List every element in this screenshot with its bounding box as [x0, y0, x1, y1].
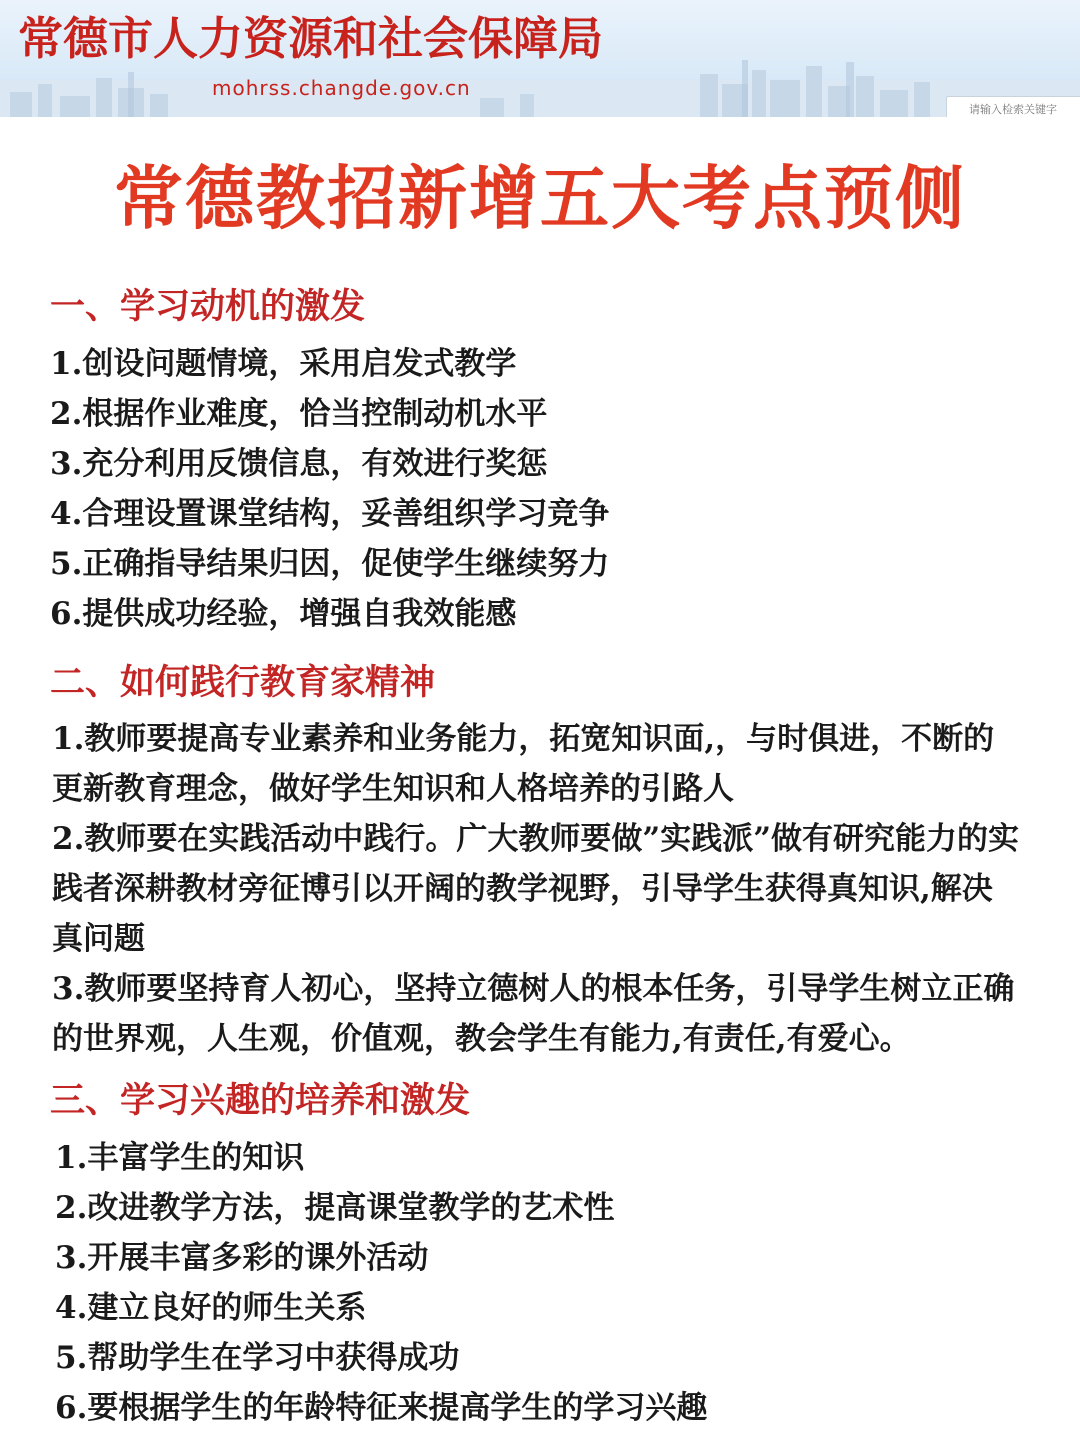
list-item: 2.改进教学方法，提高课堂教学的艺术性 [55, 1190, 615, 1226]
org-url[interactable]: mohrss.changde.gov.cn [212, 76, 471, 100]
list-item: 6.提供成功经验，增强自我效能感 [50, 596, 517, 632]
paragraph-item: 1.教师要提高专业素养和业务能力，拓宽知识面,，与时俱进，不断的更新教育理念，做好学生知识和人格培养的引路人 [52, 721, 995, 807]
list-item: 3.开展丰富多彩的课外活动 [55, 1240, 429, 1276]
list-item: 6.要根据学生的年龄特征来提高学生的学习兴趣 [55, 1390, 708, 1426]
site-header-banner [0, 0, 1080, 117]
list-item: 5.帮助学生在学习中获得成功 [55, 1340, 460, 1376]
search-input[interactable] [969, 103, 1080, 116]
list-item: 3.充分利用反馈信息，有效进行奖惩 [50, 446, 548, 482]
list-item: 1.创设问题情境，采用启发式教学 [50, 346, 517, 382]
section-heading: 二、如何践行教育家精神 [50, 662, 436, 703]
search-box[interactable] [946, 96, 1080, 117]
paragraph-item: 2.教师要在实践活动中践行。广大教师要做”实践派”做有研究能力的实践者深耕教材旁征博引以开阔的教学视野，引导学生获得真知识,解决真问题 [52, 821, 1020, 957]
list-item: 2.根据作业难度，恰当控制动机水平 [50, 396, 548, 432]
section-heading: 一、学习动机的激发 [50, 286, 366, 327]
list-item: 4.建立良好的师生关系 [55, 1290, 367, 1326]
paragraph-item: 3.教师要坚持育人初心，坚持立德树人的根本任务，引导学生树立正确的世界观，人生观，价值观，教会学生有能力,有责任,有爱心。 [52, 971, 1015, 1057]
page-title: 常德教招新增五大考点预侧 [114, 159, 966, 239]
org-name: 常德市人力资源和社会保障局 [18, 12, 604, 65]
section-heading: 三、学习兴趣的培养和激发 [50, 1080, 471, 1121]
list-item: 1.丰富学生的知识 [55, 1140, 305, 1176]
list-item: 5.正确指导结果归因，促使学生继续努力 [50, 546, 610, 582]
list-item: 4.合理设置课堂结构，妥善组织学习竞争 [50, 496, 610, 532]
